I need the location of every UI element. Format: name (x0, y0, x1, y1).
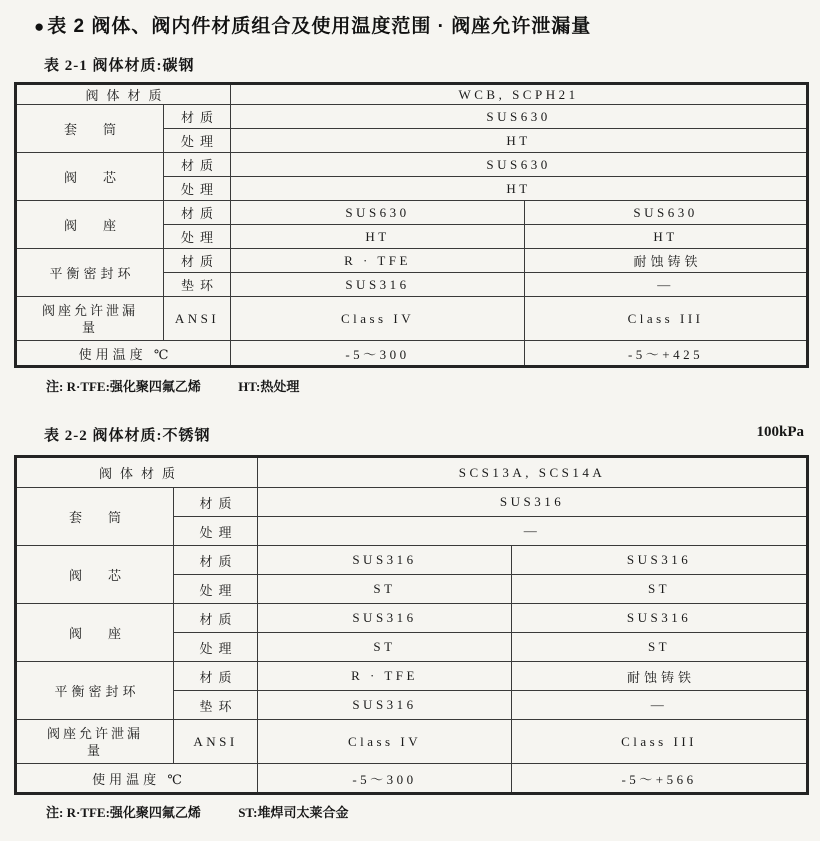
t1-seal-gasket-value-right: — (525, 273, 808, 297)
t2-plug-material-value-right: SUS316 (512, 546, 808, 575)
t1-seal-material-value-right: 耐蚀铸铁 (525, 249, 808, 273)
t1-plug-material-value: SUS630 (231, 153, 808, 177)
table-2-2-note (46, 802, 348, 821)
t1-plug-treatment-label: 处理 (164, 177, 231, 201)
t2-seal-gasket-value-right: — (512, 691, 808, 720)
t2-seal-gasket-label: 垫环 (174, 691, 258, 720)
t2-sleeve-material-value: SUS316 (258, 488, 808, 517)
t2-sleeve-label: 套 筒 (16, 488, 174, 546)
t2-plug-material-value-left: SUS316 (258, 546, 512, 575)
t1-seat-material-label: 材质 (164, 201, 231, 225)
page-title-text: 表 2 阀体、阀内件材质组合及使用温度范围 · 阀座允许泄漏量 (47, 16, 592, 37)
t2-seal-label: 平衡密封环 (16, 662, 174, 720)
table-2-2-caption: 表 2-2 阀体材质:不锈钢 (44, 428, 211, 444)
note2-part1: R·TFE:强化聚四氟乙烯 (66, 805, 201, 820)
pressure-label: 100kPa (756, 424, 804, 440)
note1-part1: R·TFE:强化聚四氟乙烯 (66, 379, 201, 394)
t2-leakage-value-right: Class III (512, 720, 808, 764)
t1-sleeve-material-value: SUS630 (231, 105, 808, 129)
t2-plug-treatment-value-right: ST (512, 575, 808, 604)
t2-seat-material-value-right: SUS316 (512, 604, 808, 633)
t1-temp-label: 使用温度 ℃ (16, 341, 231, 367)
t1-seat-treatment-label: 处理 (164, 225, 231, 249)
t2-seal-gasket-value-left: SUS316 (258, 691, 512, 720)
t2-seat-treatment-label: 处理 (174, 633, 258, 662)
note2-prefix: 注: (46, 805, 64, 820)
t1-seal-gasket-value-left: SUS316 (231, 273, 525, 297)
t2-seat-material-label: 材质 (174, 604, 258, 633)
page-title (34, 11, 591, 38)
t1-temp-value-right: -5～+425 (525, 341, 808, 367)
t2-temp-label: 使用温度 ℃ (16, 764, 258, 794)
table-2-2 (14, 455, 809, 795)
t2-plug-treatment-value-left: ST (258, 575, 512, 604)
t2-temp-value-right: -5～+566 (512, 764, 808, 794)
t1-seal-material-label: 材质 (164, 249, 231, 273)
t1-seat-material-value-right: SUS630 (525, 201, 808, 225)
t2-leakage-value-left: Class IV (258, 720, 512, 764)
t2-leakage-ansi-label: ANSI (174, 720, 258, 764)
t1-sleeve-material-label: 材质 (164, 105, 231, 129)
t2-body-material-label: 阀体材质 (16, 457, 258, 488)
table-2-1 (14, 82, 809, 368)
t1-seal-label: 平衡密封环 (16, 249, 164, 297)
t1-seat-material-value-left: SUS630 (231, 201, 525, 225)
t2-plug-material-label: 材质 (174, 546, 258, 575)
bullet-icon: ● (34, 17, 46, 36)
t1-body-material-value: WCB, SCPH21 (231, 84, 808, 105)
t1-leakage-ansi-label: ANSI (164, 297, 231, 341)
t2-seat-material-value-left: SUS316 (258, 604, 512, 633)
t1-leakage-label (16, 297, 164, 341)
t2-seat-treatment-value-right: ST (512, 633, 808, 662)
t1-plug-material-label: 材质 (164, 153, 231, 177)
t1-leakage-value-left: Class IV (231, 297, 525, 341)
t1-sleeve-label: 套 筒 (16, 105, 164, 153)
t1-leakage-value-right: Class III (525, 297, 808, 341)
t2-seal-material-value-right: 耐蚀铸铁 (512, 662, 808, 691)
t1-seal-material-value-left: R · TFE (231, 249, 525, 273)
t1-sleeve-treatment-value: HT (231, 129, 808, 153)
t2-seat-label: 阀 座 (16, 604, 174, 662)
t2-body-material-value: SCS13A, SCS14A (258, 457, 808, 488)
t2-sleeve-treatment-value: — (258, 517, 808, 546)
t2-seal-material-value-left: R · TFE (258, 662, 512, 691)
t1-body-material-label: 阀体材质 (16, 84, 231, 105)
note1-prefix: 注: (46, 379, 64, 394)
t2-plug-treatment-label: 处理 (174, 575, 258, 604)
table-2-1-note (46, 376, 299, 395)
table-2-1-caption: 表 2-1 阀体材质:碳钢 (44, 58, 195, 74)
t2-plug-label: 阀 芯 (16, 546, 174, 604)
t2-leakage-label-text: 阀座允许泄漏量 (46, 725, 143, 758)
t2-sleeve-treatment-label: 处理 (174, 517, 258, 546)
t2-temp-value-left: -5～300 (258, 764, 512, 794)
t1-seat-treatment-value-left: HT (231, 225, 525, 249)
note1-part2: HT:热处理 (238, 379, 300, 394)
t1-plug-label: 阀 芯 (16, 153, 164, 201)
t1-seat-treatment-value-right: HT (525, 225, 808, 249)
t1-seat-label: 阀 座 (16, 201, 164, 249)
t1-sleeve-treatment-label: 处理 (164, 129, 231, 153)
t1-temp-value-left: -5～300 (231, 341, 525, 367)
t2-seat-treatment-value-left: ST (258, 633, 512, 662)
t2-leakage-label (16, 720, 174, 764)
t1-plug-treatment-value: HT (231, 177, 808, 201)
t2-sleeve-material-label: 材质 (174, 488, 258, 517)
t2-seal-material-label: 材质 (174, 662, 258, 691)
note2-part2: ST:堆焊司太莱合金 (238, 805, 349, 820)
t1-seal-gasket-label: 垫环 (164, 273, 231, 297)
t1-leakage-label-text: 阀座允许泄漏量 (41, 302, 138, 335)
